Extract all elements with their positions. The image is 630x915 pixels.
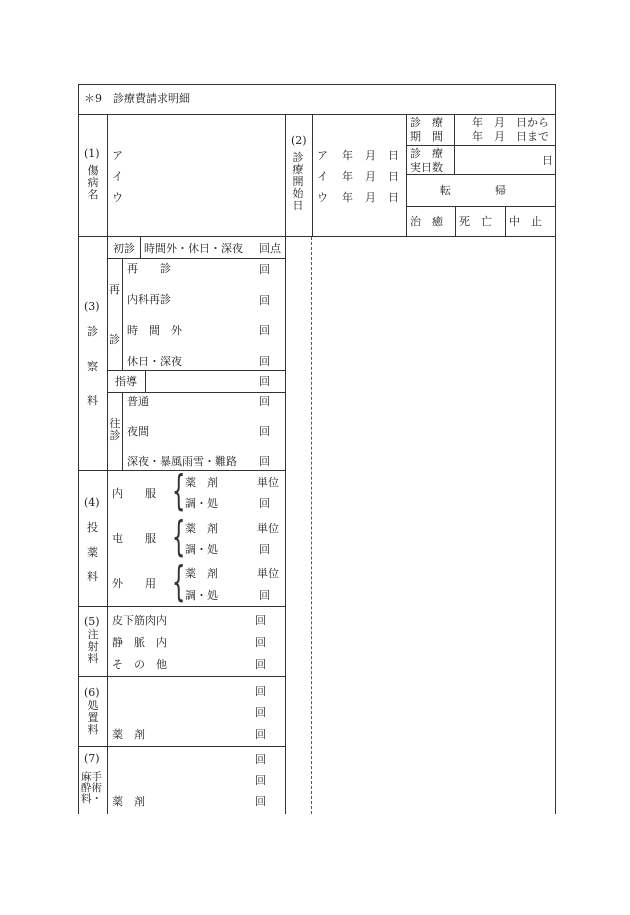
- anesthesia-unit-2: 回: [255, 774, 266, 787]
- sec2-num: (2): [291, 134, 307, 147]
- sec3-char1: 診: [87, 325, 98, 338]
- days-label-2: 実日数: [410, 161, 443, 174]
- frame-top: [78, 84, 555, 85]
- days-label-1: 診 療: [410, 147, 443, 160]
- treatment-unit-3: 回: [255, 728, 266, 741]
- external-label: 外 用: [112, 577, 156, 590]
- col-divider-start: [312, 114, 313, 236]
- treatment-drug: 薬 剤: [112, 728, 145, 741]
- external-unit-b: 回: [259, 589, 270, 602]
- home-visit-label: 往診: [109, 417, 121, 442]
- visit-unit-2: 回: [259, 425, 270, 438]
- sec3-revisit-bottom: [107, 370, 285, 371]
- guidance-label: 指導: [115, 375, 137, 388]
- sec5-bottom: [78, 676, 285, 677]
- oral-drug: 薬 剤: [185, 476, 218, 489]
- outcome-cured: 治 癒: [410, 215, 443, 228]
- sec2-label: 診療開始日: [292, 151, 304, 212]
- prn-drug: 薬 剤: [185, 522, 218, 535]
- frame-left: [78, 84, 79, 814]
- sec4-char1: 投: [87, 521, 98, 534]
- sec3-char3: 料: [87, 394, 98, 407]
- period-label-1: 診 療: [410, 116, 443, 129]
- revisit-unit-1: 回: [259, 263, 270, 276]
- sec4-char2: 薬: [87, 546, 98, 559]
- sec3-visit-div: [122, 392, 123, 470]
- period-divider: [406, 114, 407, 236]
- visit-item-1: 普通: [127, 395, 149, 408]
- guidance-unit: 回: [259, 375, 270, 388]
- sec1-label: 傷病名: [87, 164, 99, 201]
- anesthesia-drug: 薬 剤: [112, 795, 145, 808]
- oral-label: 内 服: [112, 487, 156, 500]
- anesthesia-unit-1: 回: [255, 753, 266, 766]
- revisit-unit-4: 回: [259, 355, 270, 368]
- sec6-bottom: [78, 746, 285, 747]
- treatment-unit-1: 回: [255, 685, 266, 698]
- period-label-2: 期 間: [410, 130, 443, 143]
- sec5-num: (5): [84, 615, 100, 628]
- visit-item-3: 深夜・暴風雨雪・難路: [127, 455, 237, 468]
- form-title: ＊9 診療費請求明細: [84, 92, 190, 105]
- visit-unit-3: 回: [259, 455, 270, 468]
- header-bottom: [78, 236, 555, 237]
- sec4-num: (4): [84, 496, 100, 509]
- oral-unit-b: 回: [259, 497, 270, 510]
- sec7-num: (7): [84, 752, 100, 765]
- sec3-first-bottom: [107, 258, 285, 259]
- revisit-item-4: 休日・深夜: [127, 355, 182, 368]
- outcome-div1: [455, 206, 456, 236]
- oral-brace: {: [172, 466, 186, 515]
- revisit-item-1: 再 診: [127, 262, 171, 275]
- period-inner: [454, 114, 455, 174]
- first-visit-detail: 時間外・休日・深夜: [144, 242, 243, 255]
- treatment-unit-2: 回: [255, 706, 266, 719]
- revisit-item-2: 内科再診: [127, 293, 171, 306]
- visit-unit-1: 回: [259, 395, 270, 408]
- first-visit-unit: 回点: [259, 242, 281, 255]
- external-unit-a: 単位: [257, 567, 279, 580]
- injection-iv: 静 脈 内: [112, 636, 167, 649]
- outcome-mid: [406, 206, 555, 207]
- days-bottom: [406, 174, 555, 175]
- external-drug: 薬 剤: [185, 567, 218, 580]
- sec1-entry-a: ア: [112, 149, 123, 162]
- period-bottom: [406, 145, 555, 146]
- days-unit: 日: [542, 154, 553, 167]
- period-from: 年 月 日から: [472, 116, 549, 129]
- sec2-row-i: イ 年 月 日: [317, 170, 399, 183]
- outcome-div2: [505, 206, 506, 236]
- sec1-entry-u: ウ: [112, 191, 123, 204]
- injection-unit-2: 回: [255, 636, 266, 649]
- col-divider-mid: [285, 114, 286, 814]
- revisit-item-3: 時 間 外: [127, 324, 182, 337]
- sec3-num: (3): [84, 300, 100, 313]
- sec1-entry-i: イ: [112, 170, 123, 183]
- sec3-char2: 察: [87, 360, 98, 373]
- revisit-label-b: 診: [109, 333, 120, 346]
- injection-sc-im: 皮下筋肉内: [112, 614, 167, 627]
- visit-item-2: 夜間: [127, 425, 149, 438]
- sec3-revisit-div: [122, 258, 123, 370]
- first-visit-label: 初診: [113, 242, 135, 255]
- sec1-num: (1): [84, 147, 100, 160]
- oral-prep: 調・処: [185, 497, 218, 510]
- injection-unit-3: 回: [255, 658, 266, 671]
- sec7-label: 麻手酔術料・: [81, 771, 102, 805]
- injection-unit-1: 回: [255, 614, 266, 627]
- sec6-num: (6): [84, 686, 100, 699]
- external-prep: 調・処: [185, 589, 218, 602]
- sec2-row-a: ア 年 月 日: [317, 149, 399, 162]
- sec4-bottom: [78, 606, 285, 607]
- anesthesia-unit-3: 回: [255, 795, 266, 808]
- sec3-guidance-bottom: [107, 392, 285, 393]
- revisit-label-a: 再: [109, 283, 120, 296]
- injection-other: そ の 他: [112, 658, 167, 671]
- external-brace: {: [172, 557, 186, 606]
- prn-brace: {: [172, 512, 186, 561]
- sec3-guidance-div: [145, 370, 146, 392]
- sec5-label: 注射料: [87, 628, 99, 665]
- sec2-row-u: ウ 年 月 日: [317, 191, 399, 204]
- prn-unit-a: 単位: [257, 522, 279, 535]
- dashed-divider: [311, 237, 312, 814]
- sec4-char3: 料: [87, 570, 98, 583]
- sec6-label: 処置料: [87, 699, 99, 736]
- revisit-unit-3: 回: [259, 324, 270, 337]
- outcome-label: 転 帰: [440, 184, 506, 197]
- frame-right: [555, 84, 556, 814]
- prn-prep: 調・処: [185, 543, 218, 556]
- prn-unit-b: 回: [259, 543, 270, 556]
- col-divider-left: [107, 114, 108, 814]
- period-to: 年 月 日まで: [472, 130, 549, 143]
- oral-unit-a: 単位: [257, 476, 279, 489]
- revisit-unit-2: 回: [259, 294, 270, 307]
- prn-label: 屯 服: [112, 532, 156, 545]
- outcome-stop: 中 止: [509, 215, 542, 228]
- sec3-first-div: [140, 236, 141, 258]
- outcome-death: 死 亡: [459, 215, 492, 228]
- title-bottom: [78, 114, 555, 115]
